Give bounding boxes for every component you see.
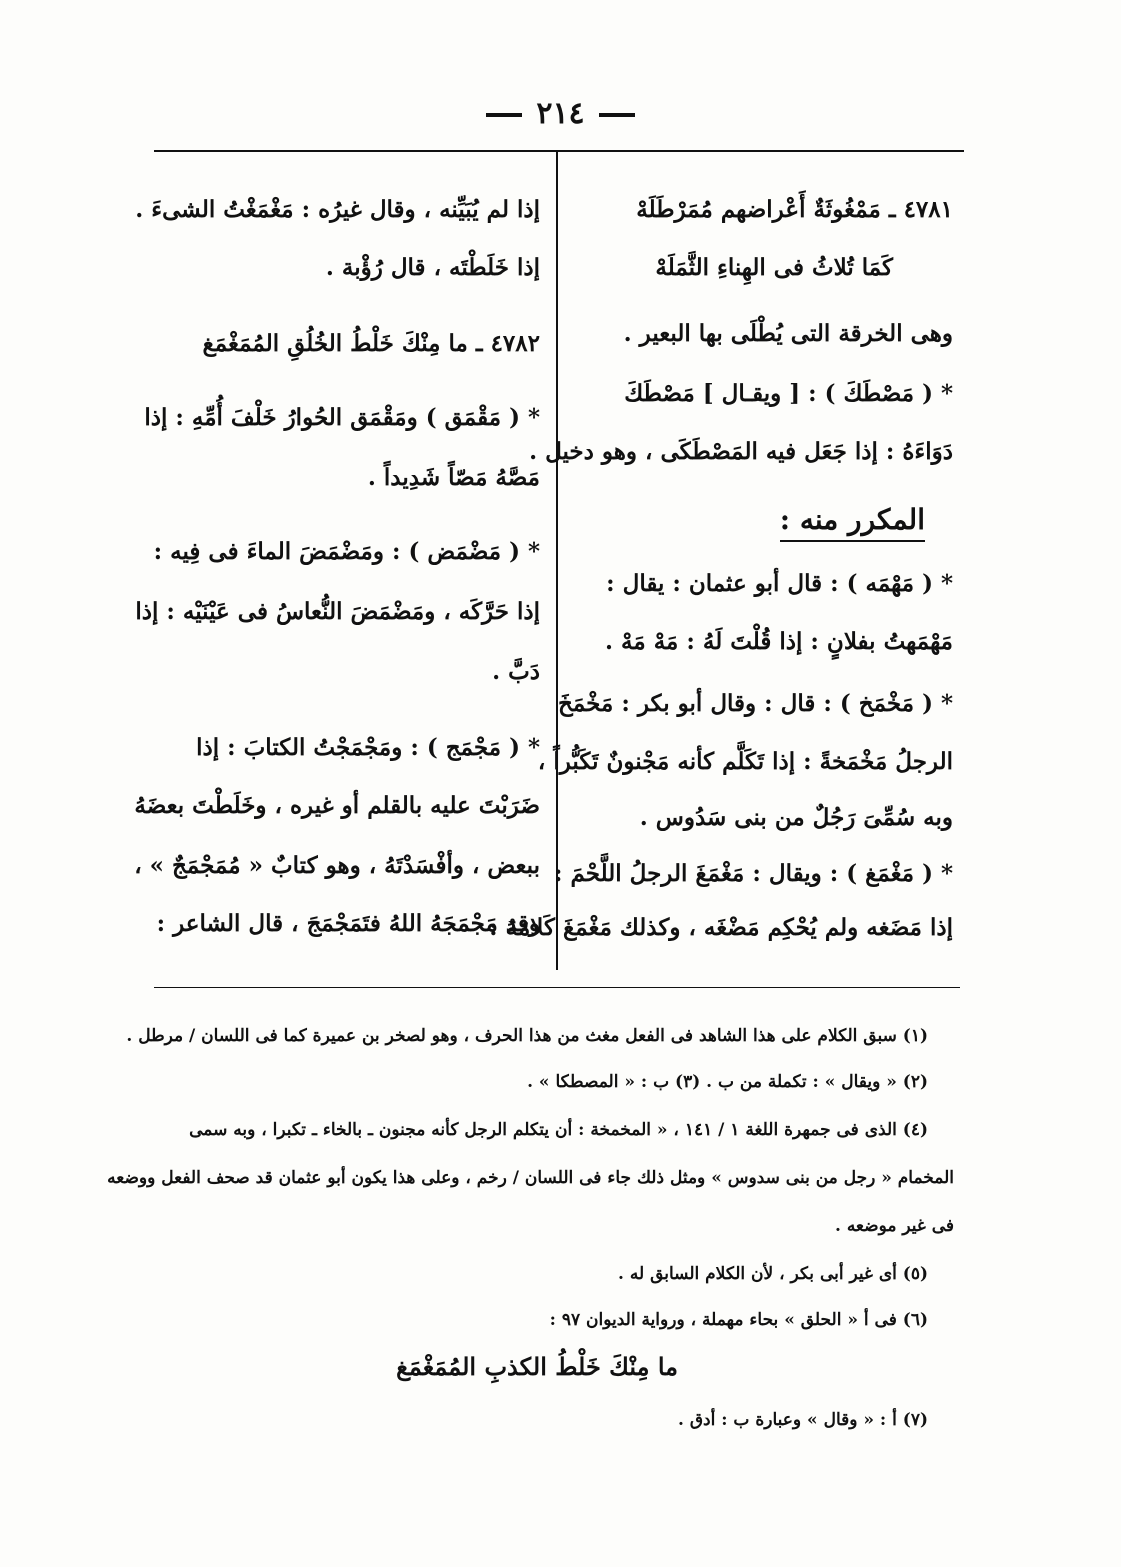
footnote-5: (٥) أى غير أبى بكر ، لأن الكلام السابق له .: [618, 1264, 928, 1284]
left-line-10: ضَرَبْتَ عليه بالقلم أو غيره ، وخَلَطْتَ بعضَهُ: [134, 792, 540, 819]
header-rule: [154, 150, 964, 152]
left-line-8: دَبَّ .: [492, 658, 540, 685]
column-divider: [556, 152, 558, 970]
right-line-10: الرجلُ مَخْمَخةً : إذا تَكَلَّم كأنه مَجْنونٌ تَكَبُّراً ،: [537, 748, 953, 775]
footnote-4: (٤) الذى فى جمهرة اللغة ١ / ١٤١ ، « المخمخة : أن يتكلم الرجل كأنه مجنون ـ بالخاء ـ تكبرا ، وبه سمى: [189, 1120, 928, 1140]
footnote-4-cont-2: فى غير موضعه .: [834, 1216, 954, 1236]
right-line-1: ٤٧٨١ ـ مَمْغُوثَةٌ أَعْراضهم مُمَرْطَلَهْ: [636, 196, 953, 223]
page-number-text: ٢١٤: [536, 96, 585, 131]
page-number-dash-right: [599, 113, 635, 117]
left-line-5: مَصَّهُ مَصّاً شَدِيداً .: [367, 464, 540, 491]
footnote-rule: [154, 987, 960, 988]
right-line-13: إذا مَضَغه ولم يُحْكِم مَضْغَه ، وكذلك مَغْمَغَ كَلامَهُ :: [489, 914, 953, 941]
right-line-8: مَهْمَهتُ بفلانٍ : إذا قُلْتَ لَهُ : مَهْ مَهْ .: [605, 628, 953, 655]
footnote-7: (٧) أ : « وقال » وعبارة ب : أدق .: [678, 1410, 928, 1430]
right-line-9: * ( مَخْمَخ ) : قال : وقال أبو بكر : مَخْمَخَ: [558, 690, 953, 717]
left-line-4: * ( مَقْمَق ) ومَقْمَق الحُوارُ خَلْفَ أُمِّهِ : إذا: [144, 404, 540, 431]
footnote-4-cont-1: المخمام « رجل من بنى سدوس » ومثل ذلك جاء فى اللسان / رخم ، وعلى هذا يكون أبو عثمان قد صحف الفعل ووضعه: [107, 1168, 954, 1188]
left-line-2: إذا خَلَطْتَه ، قال رُؤْبة .: [325, 254, 540, 281]
left-line-9: * ( مَجْمَج ) : ومَجْمَجْتُ الكتابَ : إذا: [196, 734, 540, 761]
footnote-1: (١) سبق الكلام على هذا الشاهد فى الفعل مغث من هذا الحرف ، وهو لصخر بن عميرة كما فى اللسان / مرطل .: [126, 1026, 928, 1046]
right-line-12: * ( مَغْمَغ ) : ويقال : مَغْمَغَ الرجلُ اللَّحْمَ :: [554, 860, 953, 887]
section-heading: [779, 503, 925, 536]
right-line-4: * ( مَصْطَكَ ) : [ ويقـال ] مَصْطَكَ: [624, 380, 953, 407]
footnote-2-3: (٢) « ويقال » : تكملة من ب . (٣) ب : « المصطكا » .: [527, 1072, 928, 1092]
left-line-3: ٤٧٨٢ ـ ما مِنْكَ خَلْطُ الخُلُقِ المُمَغْمَغ: [202, 330, 540, 357]
right-line-5: دَوَاءَهُ : إذا جَعَل فيه المَصْطَكَى ، وهو دخيل .: [529, 438, 953, 465]
footnote-6-verse: ما مِنْكَ خَلْطُ الكذبِ المُمَغْمَغ: [396, 1352, 678, 1381]
left-line-12: وقد مَجْمَجَهُ اللهُ فتَمَجْمَجَ ، قال الشاعر :: [156, 910, 540, 937]
footnote-6: (٦) فى أ « الحلق » بحاء مهملة ، ورواية الديوان ٩٧ :: [549, 1310, 928, 1330]
right-line-7: * ( مَهْمَه ) : قال أبو عثمان : يقال :: [606, 570, 953, 597]
section-heading-text: المكرر منه :: [780, 503, 925, 542]
page-number-dash-left: [486, 113, 522, 117]
left-line-7: إذا حَرَّكَه ، ومَضْمَضَ النُّعاسُ فى عَيْنَيْه : إذا: [135, 598, 540, 625]
right-line-2: كَمَا تُلاثُ فى الهِناءِ الثَّمَلَهْ: [655, 254, 893, 281]
left-line-6: * ( مَضْمَض ) : ومَضْمَضَ الماءَ فى فِيه :: [153, 538, 540, 565]
page-number: [0, 96, 1121, 131]
left-line-11: ببعض ، وأفْسَدْتَهُ ، وهو كتابٌ « مُمَجْمَجٌ » ،: [134, 852, 540, 879]
left-line-1: إذا لم يُبَيِّنه ، وقال غيرُه : مَغْمَغْتُ الشىءَ .: [135, 196, 540, 223]
right-line-3: وهى الخرقة التى يُطْلَى بها البعير .: [623, 320, 953, 347]
right-line-11: وبه سُمِّىَ رَجُلٌ من بنى سَدُوس .: [639, 804, 953, 831]
